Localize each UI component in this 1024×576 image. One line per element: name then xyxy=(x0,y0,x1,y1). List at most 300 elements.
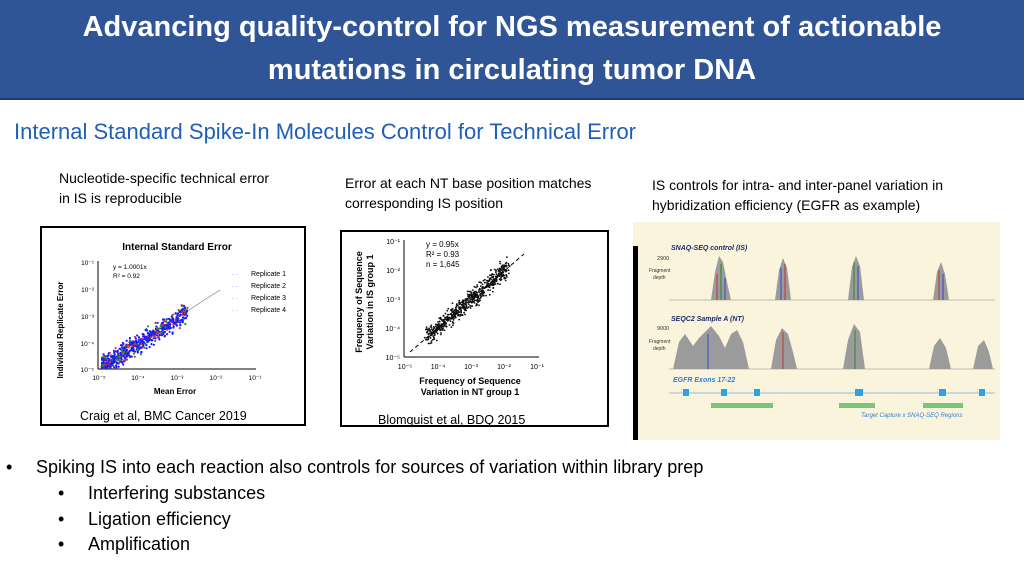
scatter-point xyxy=(449,324,451,326)
scatter-point xyxy=(176,325,178,327)
scatter-point xyxy=(134,343,136,345)
scatter-point xyxy=(457,315,459,317)
scatter-point xyxy=(147,332,149,334)
scatter-point xyxy=(440,334,442,336)
panel2-x-tick: 10⁻¹ xyxy=(530,364,544,371)
panel1-x-tick: 10⁻⁵ xyxy=(92,375,106,382)
scatter-point xyxy=(435,324,437,326)
scatter-point xyxy=(178,309,180,311)
scatter-point xyxy=(497,268,499,270)
scatter-point xyxy=(444,329,446,331)
scatter-point xyxy=(440,332,442,334)
scatter-point xyxy=(431,340,433,342)
scatter-point xyxy=(464,314,466,316)
scatter-point xyxy=(144,335,146,337)
panel1-y-tick: 10⁻¹ xyxy=(81,260,94,267)
scatter-point xyxy=(432,329,434,331)
scatter-point xyxy=(166,329,168,331)
scatter-point xyxy=(129,337,131,339)
scatter-point xyxy=(487,283,489,285)
scatter-point xyxy=(180,309,182,311)
track2-peak xyxy=(771,328,797,369)
legend-entry-replicate4: Replicate 4 xyxy=(251,307,287,314)
scatter-point xyxy=(450,313,452,315)
scatter-point xyxy=(499,283,501,285)
scatter-point xyxy=(151,339,153,341)
scatter-point xyxy=(455,317,457,319)
panel3-caption-line1: IS controls for intra- and inter-panel variation in xyxy=(652,177,944,193)
scatter-point xyxy=(459,303,461,305)
scatter-point xyxy=(477,296,479,298)
panel1-y-tick: 10⁻³ xyxy=(81,314,94,321)
scatter-point xyxy=(115,358,117,360)
scatter-point xyxy=(429,335,431,337)
scatter-point xyxy=(135,340,137,342)
panel2-citation: Blomquist et al, BDQ 2015 xyxy=(378,413,526,427)
scatter-point xyxy=(166,318,168,320)
scatter-point xyxy=(120,354,122,356)
scatter-point xyxy=(141,340,143,342)
panel1-equation: y = 1.0001x xyxy=(113,264,147,271)
scatter-point xyxy=(480,293,482,295)
scatter-point xyxy=(472,296,474,298)
track1-peak xyxy=(933,262,949,300)
scatter-point xyxy=(467,295,469,297)
panel1-chart-title: Internal Standard Error xyxy=(122,242,232,253)
scatter-point xyxy=(107,364,109,366)
scatter-point xyxy=(101,364,103,366)
track1-label: SNAQ-SEQ control (IS) xyxy=(671,245,748,252)
scatter-point xyxy=(457,304,459,306)
scatter-point xyxy=(126,349,128,351)
scatter-point xyxy=(106,362,108,364)
scatter-point xyxy=(172,314,174,316)
scatter-point xyxy=(454,309,456,311)
scatter-point xyxy=(118,366,120,368)
scatter-point xyxy=(106,355,108,357)
scatter-point xyxy=(124,357,126,359)
scatter-point xyxy=(134,356,136,358)
scatter-point xyxy=(428,333,430,335)
scatter-point xyxy=(157,328,159,330)
scatter-point xyxy=(464,300,466,302)
scatter-point xyxy=(436,331,438,333)
scatter-point xyxy=(174,312,176,314)
scatter-point xyxy=(443,315,445,317)
scatter-point xyxy=(112,361,114,363)
panel3-caption xyxy=(652,175,943,215)
scatter-point xyxy=(137,351,139,353)
scatter-point xyxy=(471,292,473,294)
scatter-point xyxy=(499,261,501,263)
scatter-point xyxy=(495,269,497,271)
scatter-point xyxy=(140,353,142,355)
track1-axis-label-line2: depth xyxy=(653,275,666,281)
scatter-point xyxy=(145,329,147,331)
panel2-scatter-points xyxy=(424,256,511,344)
scatter-point xyxy=(476,292,478,294)
track1-max: 2900 xyxy=(657,256,670,262)
panel1-citation: Craig et al, BMC Cancer 2019 xyxy=(80,409,247,423)
scatter-point xyxy=(459,314,461,316)
scatter-point xyxy=(182,321,184,323)
slide-subtitle: Internal Standard Spike-In Molecules Control for Technical Error xyxy=(14,119,637,144)
scatter-point xyxy=(468,306,470,308)
scatter-point xyxy=(475,287,477,289)
panel2-caption-line1: Error at each NT base position matches xyxy=(345,175,592,191)
track2-peaks xyxy=(673,324,993,369)
scatter-point xyxy=(161,325,163,327)
panel2-figure xyxy=(340,230,609,427)
scatter-point xyxy=(466,306,468,308)
scatter-point xyxy=(115,347,117,349)
exon-block xyxy=(754,389,760,396)
scatter-point xyxy=(508,265,510,267)
scatter-point xyxy=(185,317,187,319)
track1-peak xyxy=(775,258,791,300)
scatter-point xyxy=(146,336,148,338)
legend-entry-replicate1: Replicate 1 xyxy=(251,271,287,278)
scatter-point xyxy=(430,325,432,327)
panel1-x-tick: 10⁻¹ xyxy=(248,375,262,382)
scatter-point xyxy=(150,343,152,345)
scatter-point xyxy=(479,295,481,297)
track2-axis-label-line2: depth xyxy=(653,346,666,352)
scatter-point xyxy=(153,332,155,334)
scatter-point xyxy=(143,347,145,349)
scatter-point xyxy=(499,275,501,277)
scatter-point xyxy=(463,312,465,314)
scatter-point xyxy=(176,314,178,316)
scatter-point xyxy=(481,287,483,289)
scatter-point xyxy=(131,349,133,351)
scatter-point xyxy=(112,365,114,367)
scatter-point xyxy=(429,329,431,331)
panel1-x-tick: 10⁻⁴ xyxy=(131,375,145,382)
scatter-point xyxy=(487,289,489,291)
scatter-point xyxy=(505,271,507,273)
scatter-point xyxy=(154,322,156,324)
panel2-x-tick: 10⁻³ xyxy=(464,364,478,371)
slide-title xyxy=(40,6,984,92)
scatter-point xyxy=(142,333,144,335)
scatter-point xyxy=(462,300,464,302)
scatter-point xyxy=(169,331,171,333)
slide-title-line2: mutations in circulating tumor DNA xyxy=(267,54,757,86)
scatter-point xyxy=(474,299,476,301)
scatter-point xyxy=(455,307,457,309)
scatter-point xyxy=(126,344,128,346)
scatter-point xyxy=(184,307,186,309)
scatter-point xyxy=(168,321,170,323)
scatter-point xyxy=(161,334,163,336)
scatter-point xyxy=(113,350,115,352)
scatter-point xyxy=(157,336,159,338)
bullet-dot: • xyxy=(58,483,65,503)
scatter-point xyxy=(162,318,164,320)
scatter-point xyxy=(452,302,454,304)
scatter-point xyxy=(148,334,150,336)
scatter-point xyxy=(171,333,173,335)
scatter-point xyxy=(438,317,440,319)
capture-region xyxy=(711,403,773,408)
scatter-point xyxy=(175,316,177,318)
scatter-point xyxy=(442,329,444,331)
scatter-point xyxy=(479,298,481,300)
scatter-point xyxy=(120,360,122,362)
scatter-point xyxy=(452,324,454,326)
scatter-point xyxy=(116,351,118,353)
scatter-point xyxy=(164,326,166,328)
exon-block xyxy=(721,389,727,396)
scatter-point xyxy=(480,285,482,287)
scatter-point xyxy=(462,304,464,306)
panel1-y-label: Individual Replicate Error xyxy=(56,281,65,379)
scatter-point xyxy=(428,337,430,339)
scatter-point xyxy=(153,336,155,338)
scatter-point xyxy=(438,323,440,325)
scatter-point xyxy=(181,304,183,306)
scatter-point xyxy=(145,347,147,349)
scatter-point xyxy=(138,336,140,338)
panel1-chart xyxy=(42,228,304,424)
scatter-point xyxy=(492,287,494,289)
scatter-point xyxy=(175,321,177,323)
scatter-point xyxy=(462,314,464,316)
panel2-x-tick: 10⁻⁴ xyxy=(430,364,446,371)
track2-peak xyxy=(843,324,865,369)
scatter-point xyxy=(471,305,473,307)
panel1-scatter-points xyxy=(101,304,189,369)
panel2-x-label-line1: Frequency of Sequence xyxy=(419,376,521,386)
scatter-point xyxy=(165,324,167,326)
capture-region xyxy=(923,403,963,408)
panel2-caption xyxy=(345,173,591,213)
scatter-point xyxy=(445,317,447,319)
scatter-point xyxy=(120,357,122,359)
scatter-point xyxy=(505,263,507,265)
scatter-point xyxy=(448,314,450,316)
scatter-point xyxy=(489,278,491,280)
scatter-point xyxy=(439,321,441,323)
legend-marker: · · xyxy=(232,272,238,278)
panel1-caption xyxy=(59,168,269,208)
scatter-point xyxy=(108,352,110,354)
panel1-x-tick: 10⁻³ xyxy=(170,375,184,382)
scatter-point xyxy=(150,336,152,338)
scatter-point xyxy=(445,323,447,325)
exon-block xyxy=(979,389,985,396)
scatter-point xyxy=(122,364,124,366)
scatter-point xyxy=(454,315,456,317)
scatter-point xyxy=(506,256,508,258)
scatter-point xyxy=(441,320,443,322)
scatter-point xyxy=(491,284,493,286)
panel2-x-label-line2: Variation in NT group 1 xyxy=(420,387,520,397)
exon-block xyxy=(855,389,863,396)
scatter-point xyxy=(173,326,175,328)
legend-entry-replicate2: Replicate 2 xyxy=(251,283,287,290)
bullet-dot: • xyxy=(58,534,65,554)
scatter-point xyxy=(176,318,178,320)
scatter-point xyxy=(182,313,184,315)
scatter-point xyxy=(140,351,142,353)
scatter-point xyxy=(186,307,188,309)
scatter-point xyxy=(172,319,174,321)
scatter-point xyxy=(139,340,141,342)
scatter-point xyxy=(450,320,452,322)
scatter-point xyxy=(179,322,181,324)
scatter-point xyxy=(479,288,481,290)
scatter-point xyxy=(432,339,434,341)
scatter-point xyxy=(115,365,117,367)
panel3-left-bar xyxy=(633,246,638,440)
scatter-point xyxy=(158,334,160,336)
sub-bullet-text: Ligation efficiency xyxy=(88,509,231,529)
legend-marker: · · xyxy=(232,308,238,314)
scatter-point xyxy=(101,367,103,369)
scatter-point xyxy=(493,284,495,286)
scatter-point xyxy=(505,274,507,276)
scatter-point xyxy=(492,291,494,293)
panel1-y-tick: 10⁻² xyxy=(81,287,94,294)
scatter-point xyxy=(166,333,168,335)
panel2-y-label-line1: Frequency of Sequence xyxy=(354,251,364,353)
scatter-point xyxy=(162,329,164,331)
bullet-dot: • xyxy=(58,509,65,529)
panel2-y-tick: 10⁻² xyxy=(386,268,400,275)
panel2-y-tick: 10⁻⁵ xyxy=(385,355,400,362)
scatter-point xyxy=(161,332,163,334)
scatter-point xyxy=(447,308,449,310)
regions-label: Target Capture x SNAQ-SEQ Regions xyxy=(861,413,963,419)
scatter-point xyxy=(156,332,158,334)
track2-peak xyxy=(673,326,749,369)
scatter-point xyxy=(436,340,438,342)
scatter-point xyxy=(445,325,447,327)
scatter-point xyxy=(466,308,468,310)
scatter-point xyxy=(133,353,135,355)
scatter-point xyxy=(109,361,111,363)
sub-bullet-text: Interfering substances xyxy=(88,483,266,503)
scatter-point xyxy=(468,303,470,305)
scatter-point xyxy=(451,317,453,319)
scatter-point xyxy=(485,295,487,297)
scatter-point xyxy=(437,333,439,335)
scatter-point xyxy=(492,276,494,278)
scatter-point xyxy=(179,324,181,326)
scatter-point xyxy=(141,338,143,340)
scatter-point xyxy=(123,359,125,361)
scatter-point xyxy=(496,273,498,275)
scatter-point xyxy=(126,340,128,342)
scatter-point xyxy=(129,344,131,346)
scatter-point xyxy=(497,283,499,285)
scatter-point xyxy=(471,302,473,304)
scatter-point xyxy=(467,293,469,295)
scatter-point xyxy=(145,344,147,346)
exon-block xyxy=(683,389,689,396)
scatter-point xyxy=(508,273,510,275)
track2-peak xyxy=(973,340,993,369)
scatter-point xyxy=(440,329,442,331)
scatter-point xyxy=(484,279,486,281)
panel2-y-tick: 10⁻³ xyxy=(386,297,400,304)
exons-label: EGFR Exons 17-22 xyxy=(673,377,736,384)
scatter-point xyxy=(172,324,174,326)
scatter-point xyxy=(108,367,110,369)
track1-peak xyxy=(848,256,864,300)
panel1-legend xyxy=(232,271,286,314)
scatter-point xyxy=(162,321,164,323)
scatter-point xyxy=(153,344,155,346)
scatter-point xyxy=(433,327,435,329)
scatter-point xyxy=(489,286,491,288)
scatter-point xyxy=(483,292,485,294)
scatter-point xyxy=(489,274,491,276)
scatter-point xyxy=(437,324,439,326)
scatter-point xyxy=(458,319,460,321)
panel2-chart xyxy=(342,232,607,425)
scatter-point xyxy=(460,312,462,314)
title-banner xyxy=(0,0,1024,100)
scatter-point xyxy=(155,337,157,339)
scatter-point xyxy=(149,346,151,348)
scatter-point xyxy=(501,265,503,267)
scatter-point xyxy=(152,330,154,332)
panel1-y-tick: 10⁻⁵ xyxy=(80,367,94,374)
legend-marker: · · xyxy=(232,296,238,302)
scatter-point xyxy=(103,362,105,364)
scatter-point xyxy=(474,293,476,295)
scatter-point xyxy=(145,339,147,341)
scatter-point xyxy=(180,314,182,316)
scatter-point xyxy=(136,346,138,348)
capture-regions xyxy=(711,403,963,408)
scatter-point xyxy=(186,310,188,312)
scatter-point xyxy=(430,337,432,339)
panel2-equation: y = 0.95x xyxy=(426,240,459,249)
scatter-point xyxy=(147,325,149,327)
panel3-caption-line2: hybridization efficiency (EGFR as example) xyxy=(652,197,921,213)
scatter-point xyxy=(426,326,428,328)
legend-marker: · · xyxy=(232,284,238,290)
scatter-point xyxy=(131,356,133,358)
scatter-point xyxy=(466,298,468,300)
scatter-point xyxy=(425,329,427,331)
scatter-point xyxy=(158,332,160,334)
scatter-point xyxy=(118,356,120,358)
scatter-point xyxy=(180,319,182,321)
panel1-y-tick: 10⁻⁴ xyxy=(80,341,94,348)
scatter-point xyxy=(140,347,142,349)
scatter-point xyxy=(136,334,138,336)
panel3-coverage-chart xyxy=(633,222,1000,440)
scatter-point xyxy=(445,313,447,315)
scatter-point xyxy=(424,337,426,339)
panel2-r2: R² = 0.93 xyxy=(426,250,460,259)
capture-region xyxy=(839,403,875,408)
scatter-point xyxy=(148,338,150,340)
track2-label: SEQC2 Sample A (NT) xyxy=(671,316,744,323)
scatter-point xyxy=(452,311,454,313)
panel2-x-tick: 10⁻⁵ xyxy=(397,364,413,371)
scatter-point xyxy=(490,270,492,272)
scatter-point xyxy=(470,307,472,309)
scatter-point xyxy=(470,294,472,296)
scatter-point xyxy=(435,326,437,328)
scatter-point xyxy=(462,306,464,308)
